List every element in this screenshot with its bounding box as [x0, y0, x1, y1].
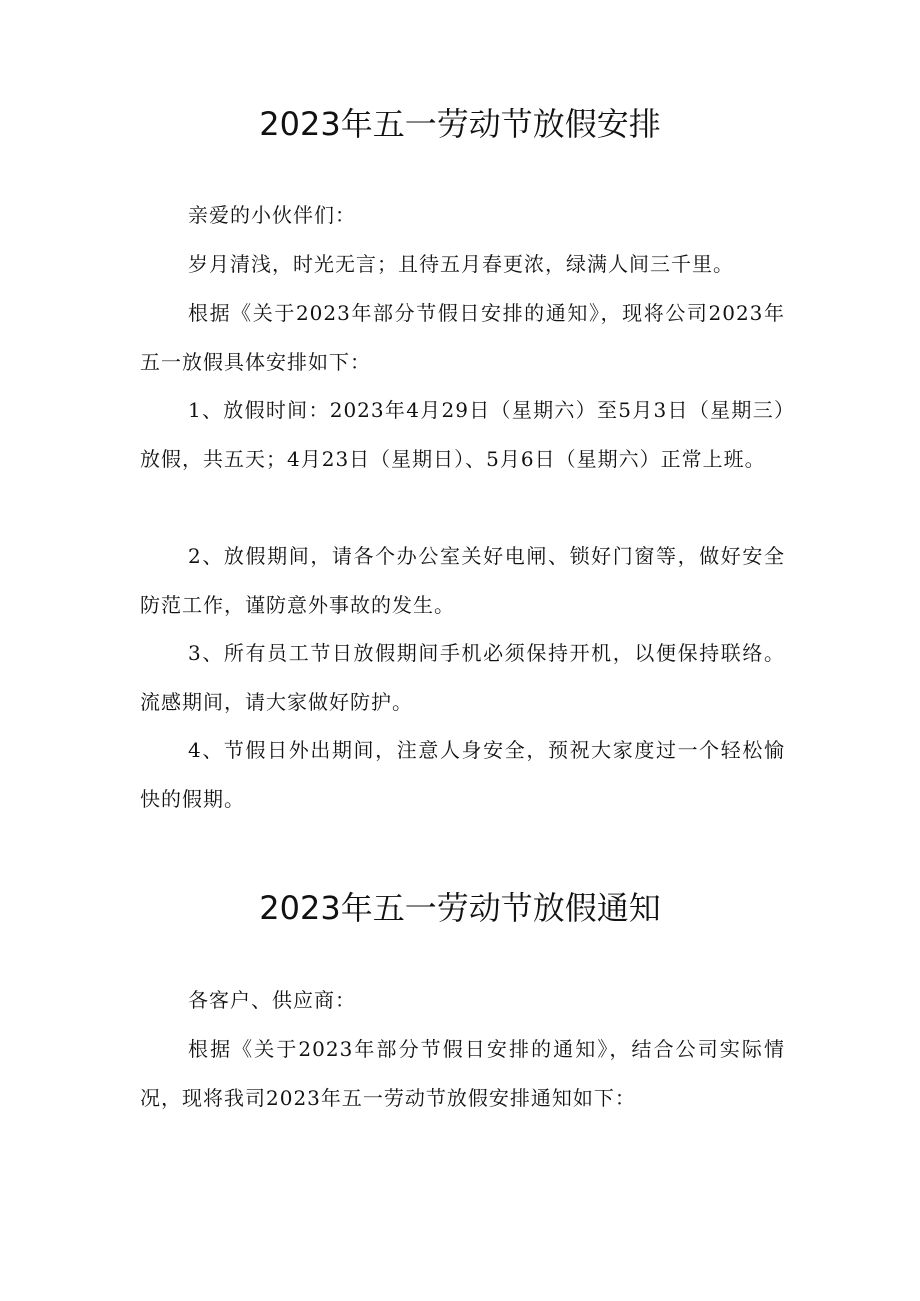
notice-basis-paragraph: 根据《关于2023年部分节假日安排的通知》，结合公司实际情况，现将我司2023年五一劳动节放假安排通知如下： [140, 1037, 785, 1110]
page-title-holiday-notice: 2023年五一劳动节放假通知 [259, 889, 661, 927]
greeting-customers-suppliers: 各客户、供应商： [188, 988, 356, 1012]
list-item-holiday-time: 1、放假时间：2023年4月29日（星期六）至5月3日（星期三）放假，共五天；4月23日（星期日）、5月6日（星期六）正常上班。 [140, 398, 785, 471]
page-title-holiday-arrangement: 2023年五一劳动节放假安排 [259, 105, 661, 143]
list-item-phone-contact: 3、所有员工节日放假期间手机必须保持开机，以便保持联络。流感期间，请大家做好防护。 [140, 641, 785, 714]
greeting-colleagues: 亲爱的小伙伴们： [188, 203, 356, 227]
basis-paragraph: 根据《关于2023年部分节假日安排的通知》，现将公司2023年五一放假具体安排如下： [140, 301, 785, 374]
list-item-office-safety: 2、放假期间，请各个办公室关好电闸、锁好门窗等，做好安全防范工作，谨防意外事故的发生。 [140, 544, 785, 617]
intro-paragraph: 岁月清浅，时光无言；且待五月春更浓，绿满人间三千里。 [188, 252, 734, 276]
list-item-travel-safety: 4、节假日外出期间，注意人身安全，预祝大家度过一个轻松愉快的假期。 [140, 738, 785, 811]
